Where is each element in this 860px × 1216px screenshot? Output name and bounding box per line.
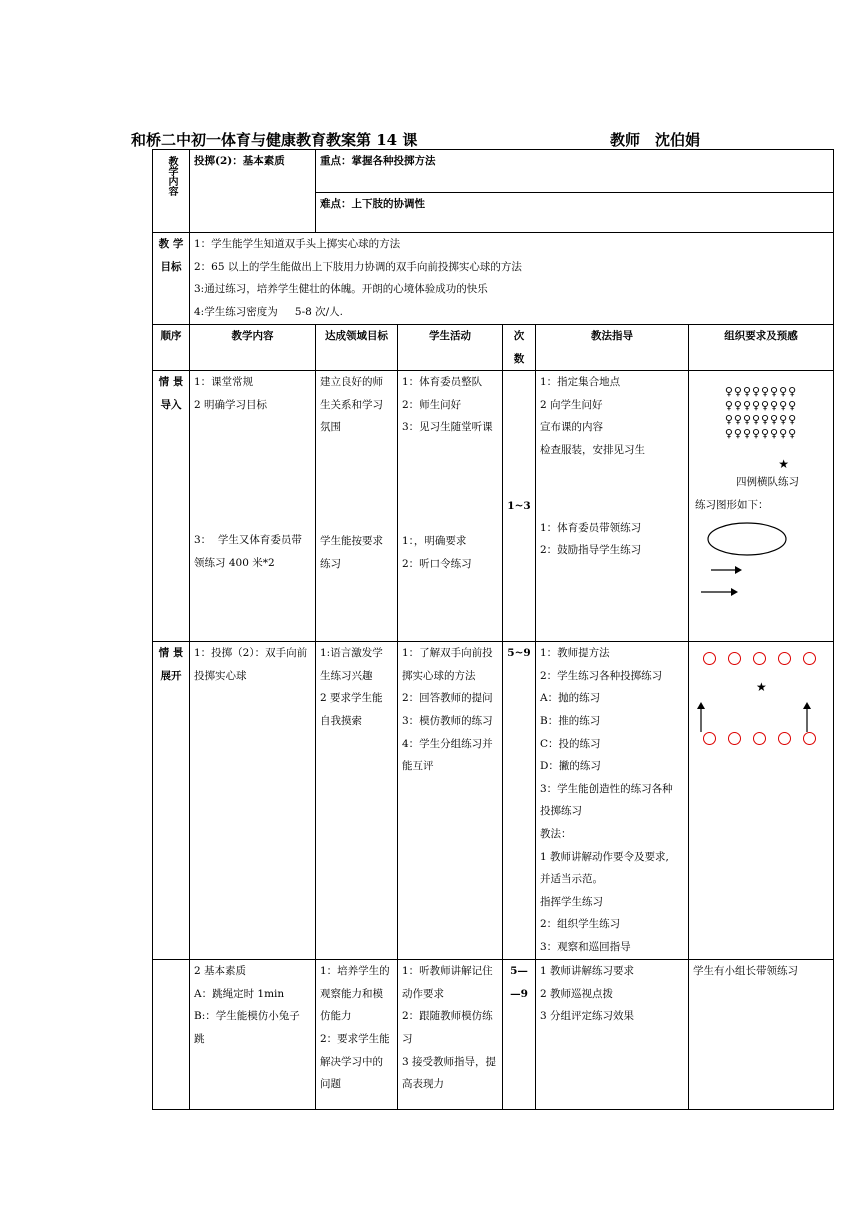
content-line: 2 基本素质 (194, 965, 247, 978)
goal-item: 1：学生能学生知道双手头上掷实心球的方法 (194, 238, 401, 250)
basic-activity-cell (398, 960, 503, 1110)
teaching-content-label-cell (153, 150, 190, 233)
throw-arrows (689, 700, 834, 736)
target-line: 练习 (320, 557, 341, 570)
activity-line: 习 (402, 1032, 413, 1045)
guidance-line: 检查服装，安排见习生 (540, 443, 645, 456)
page-title: 和桥二中初一体育与健康教育教案第 14 课 (131, 131, 418, 149)
col-header-activity: 学生活动 (398, 325, 503, 371)
target-line: 1：培养学生的 (320, 965, 390, 978)
running-track-figure (695, 520, 815, 600)
intro-activity-cell (398, 371, 503, 642)
guidance-line: 指挥学生练习 (540, 895, 603, 908)
figure-caption: 练习图形如下： (695, 498, 769, 511)
col-header-target: 达成领域目标 (316, 325, 398, 371)
basic-label-cell (153, 960, 190, 1110)
activity-line: 动作要求 (402, 987, 444, 1000)
circle-row-top (697, 651, 822, 674)
activity-line: 1：了解双手向前投 (402, 647, 493, 660)
target-line: 解决学习中的 (320, 1055, 383, 1068)
topic-cell (190, 150, 316, 233)
formation-row: ♀♀♀♀♀♀♀♀ (724, 427, 798, 441)
section-label-line: 情 景 (158, 376, 184, 389)
goal-item: 4:学生练习密度为 5-8 次/人. (194, 305, 344, 318)
activity-line: 3 接受教师指导，提 (402, 1055, 497, 1068)
develop-org-cell (689, 642, 834, 960)
guidance-line: D：撇的练习 (540, 760, 601, 773)
guidance-line: C：投的练习 (540, 737, 601, 750)
col-header-org: 组织要求及预感 (689, 325, 834, 371)
section-label-line: 导入 (160, 398, 182, 411)
develop-times: 5~9 (503, 642, 536, 960)
section-label-develop (153, 642, 190, 960)
target-line: 观察能力和模 (320, 987, 383, 1000)
circle-icon (778, 652, 791, 665)
basic-org-cell (689, 960, 834, 1110)
circle-icon (803, 652, 816, 665)
intro-content-cell (190, 371, 316, 642)
goal-label-1: 教 学 (158, 238, 184, 250)
key-point-cell (316, 150, 834, 193)
formation-caption: 四例横队练习 (736, 476, 800, 489)
guidance-line: 宣布课的内容 (540, 421, 603, 434)
intro-guidance-cell (536, 371, 689, 642)
guidance-line: 并适当示范。 (540, 873, 603, 886)
guidance-line: 投掷练习 (540, 805, 582, 818)
guidance-line: 2 向学生问好 (540, 398, 603, 411)
content-line: 投掷实心球 (194, 669, 247, 682)
basic-content-cell (190, 960, 316, 1110)
content-line: 1：课堂常规 (194, 376, 254, 389)
activity-line: 4：学生分组练习并 (402, 737, 493, 750)
guidance-line: 1 教师讲解动作要令及要求, (540, 850, 669, 863)
content-line: 2 明确学习目标 (194, 398, 268, 411)
guidance-line: 1：指定集合地点 (540, 376, 621, 389)
basic-target-cell (316, 960, 398, 1110)
target-line: 问题 (320, 1078, 341, 1091)
content-line: B:：学生能模仿小兔子 (194, 1010, 300, 1023)
content-line: 跳 (194, 1032, 205, 1045)
teaching-content-label: 教学内容 (166, 156, 177, 196)
target-line: 氛围 (320, 421, 341, 434)
target-line: 仿能力 (320, 1010, 352, 1023)
goal-label-2: 目标 (160, 260, 182, 273)
content-line: 领练习 400 米*2 (194, 556, 275, 569)
activity-line: 2：回答教师的提问 (402, 692, 493, 705)
target-line: 2 要求学生能 (320, 692, 383, 705)
target-line: 生关系和学习 (320, 398, 383, 411)
target-line: 1:语言激发学 (320, 647, 383, 660)
throwing-formation-figure (689, 642, 833, 752)
section-label-line: 情 景 (158, 647, 184, 660)
teacher-star-icon: ★ (778, 457, 790, 472)
basic-times-line: —9 (510, 987, 528, 1000)
teacher-name: 教师 沈伯娟 (610, 131, 701, 149)
guidance-line: 1 教师讲解练习要求 (540, 965, 635, 978)
guidance-line: 2：学生练习各种投掷练习 (540, 669, 663, 682)
intro-target-cell (316, 371, 398, 642)
content-line: 1：投掷（2）：双手向前 (194, 647, 308, 660)
arrow-up-icon (697, 702, 705, 732)
develop-guidance-cell (536, 642, 689, 960)
formation-row: ♀♀♀♀♀♀♀♀ (724, 399, 798, 413)
activity-line: 1：体育委员整队 (402, 376, 483, 389)
track-ellipse (708, 523, 786, 555)
difficulty: 难点：上下肢的协调性 (320, 198, 425, 210)
activity-line: 3：模仿教师的练习 (402, 714, 493, 727)
circle-icon (753, 652, 766, 665)
target-line: 学生能按要求 (320, 534, 383, 547)
col-header-guidance: 教法指导 (536, 325, 689, 371)
guidance-line: 2 教师巡视点拨 (540, 987, 614, 1000)
basic-guidance-cell (536, 960, 689, 1110)
guidance-line: 1：教师提方法 (540, 647, 610, 660)
develop-target-cell (316, 642, 398, 960)
topic: 投掷(2)：基本素质 (194, 155, 285, 167)
guidance-line: A：抛的练习 (540, 692, 601, 705)
activity-line: 3：见习生随堂听课 (402, 421, 493, 434)
col-header-times (503, 325, 536, 371)
goal-label-cell (153, 233, 190, 325)
target-line: 自我摸索 (320, 714, 362, 727)
col-header-order: 顺序 (153, 325, 190, 371)
guidance-line: 教法： (540, 827, 572, 840)
guidance-line: 3：观察和巡回指导 (540, 940, 631, 953)
goals-cell (190, 233, 834, 325)
develop-activity-cell (398, 642, 503, 960)
teacher-star-icon: ★ (756, 680, 767, 695)
content-line: A：跳绳定时 1min (194, 987, 285, 1000)
content-line: 3： 学生又体育委员带 (194, 534, 302, 547)
guidance-line: 2：鼓励指导学生练习 (540, 544, 642, 557)
arrow-right-icon (701, 588, 738, 596)
develop-content-cell (190, 642, 316, 960)
guidance-line: B：推的练习 (540, 714, 601, 727)
goal-item: 3:通过练习，培养学生健壮的体魄。开朗的心境体验成功的快乐 (194, 283, 488, 296)
guidance-line: 3：学生能创造性的练习各种 (540, 782, 673, 795)
lesson-plan-table (152, 149, 834, 1110)
formation-figure (695, 385, 827, 441)
activity-line: 高表现力 (402, 1078, 444, 1091)
target-line: 2：要求学生能 (320, 1032, 390, 1045)
basic-times-line: 5— (510, 965, 528, 978)
activity-line: 2：师生问好 (402, 398, 462, 411)
section-label-intro (153, 371, 190, 642)
arrow-up-icon (803, 702, 811, 732)
key-point: 重点：掌握各种投掷方法 (320, 155, 436, 167)
activity-line: 能互评 (402, 760, 434, 773)
section-label-line: 展开 (160, 669, 182, 682)
org-line: 学生有小组长带领练习 (693, 965, 798, 978)
col-header-times-2: 数 (513, 352, 525, 365)
formation-row: ♀♀♀♀♀♀♀♀ (724, 385, 798, 399)
col-header-content: 教学内容 (190, 325, 316, 371)
circle-icon (728, 652, 741, 665)
formation-row: ♀♀♀♀♀♀♀♀ (724, 413, 798, 427)
arrow-right-icon (711, 566, 742, 574)
guidance-line: 2：组织学生练习 (540, 918, 621, 931)
guidance-line: 3 分组评定练习效果 (540, 1010, 635, 1023)
target-line: 生练习兴趣 (320, 669, 373, 682)
difficulty-cell (316, 193, 834, 233)
activity-line: 掷实心球的方法 (402, 669, 476, 682)
basic-times-cell (503, 960, 536, 1110)
intro-org-cell (689, 371, 834, 642)
target-line: 建立良好的师 (320, 376, 383, 389)
activity-line: 1：，明确要求 (402, 534, 467, 547)
col-header-times-1: 次 (513, 330, 525, 342)
guidance-line: 1：体育委员带领练习 (540, 521, 642, 534)
intro-times: 1~3 (503, 371, 536, 642)
activity-line: 1：听教师讲解记住 (402, 965, 493, 978)
activity-line: 2：听口令练习 (402, 557, 472, 570)
circle-icon (703, 652, 716, 665)
activity-line: 2：跟随教师模仿练 (402, 1010, 493, 1023)
goal-item: 2：65 以上的学生能做出上下肢用力协调的双手向前投掷实心球的方法 (194, 260, 522, 273)
